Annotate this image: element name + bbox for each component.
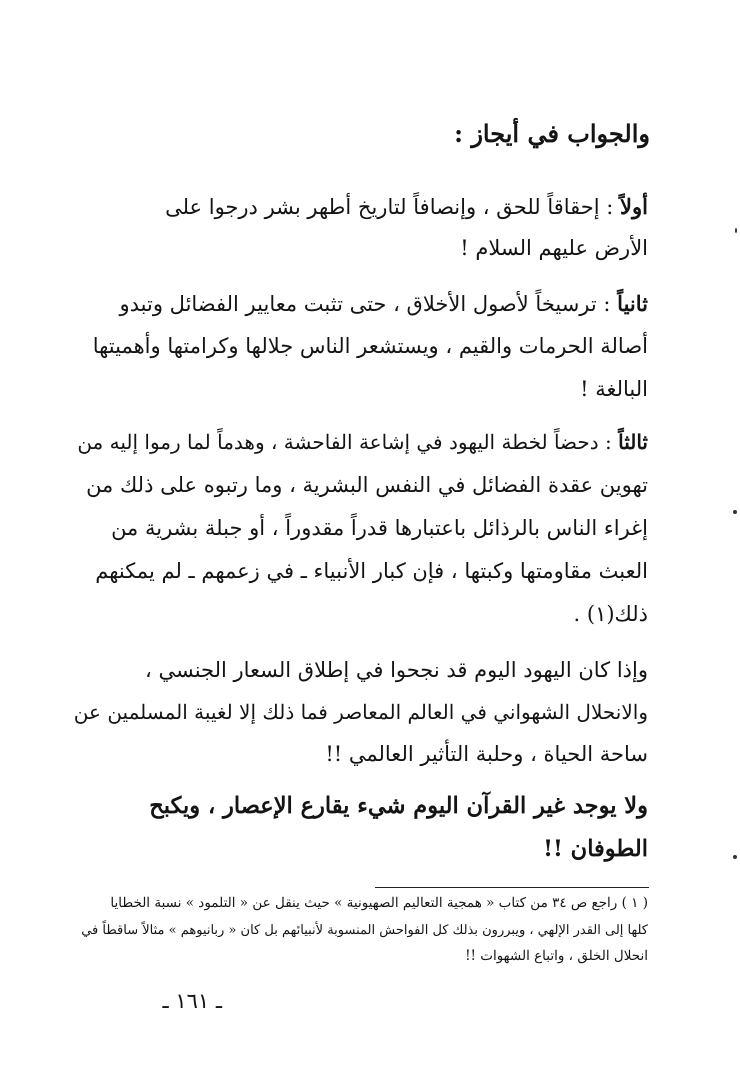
paragraph-third-line-5: ذلك(١) . bbox=[573, 602, 648, 626]
footnote-line-1: ( ١ ) راجع ص ٣٤ من كتاب « همجية التعاليم الصهيونية » حيث ينقل عن « التلمود » نسبة الخطايا bbox=[110, 895, 648, 911]
paragraph-third-line-3: إغراء الناس بالرذائل باعتبارها قدراً مقدوراً ، أو جبلة بشرية من bbox=[111, 516, 648, 540]
paragraph-fourth-line-2: والانحلال الشهواني في العالم المعاصر فما ذلك إلا لغيبة المسلمين عن bbox=[73, 700, 648, 724]
paragraph-third-line-2: تهوين عقدة الفضائل في النفس البشرية ، وما رتبوه على ذلك من bbox=[86, 473, 648, 497]
paragraph-second-line-1 bbox=[120, 293, 649, 315]
scan-speck bbox=[735, 228, 737, 233]
footnote-divider bbox=[375, 887, 649, 888]
paragraph-fourth-line-1: وإذا كان اليهود اليوم قد نجحوا في إطلاق السعار الجنسي ، bbox=[145, 658, 648, 682]
paragraph-second-text-1: : ترسيخاً لأصول الأخلاق ، حتى تثبت معايير الفضائل وتبدو bbox=[119, 292, 618, 316]
page-number: ـ ١٦١ ـ bbox=[162, 989, 222, 1013]
paragraph-first-line-1 bbox=[165, 196, 648, 218]
paragraph-third-line-4: العبث مقاومتها وكبتها ، فإن كبار الأنبياء ـ في زعمهم ـ لم يمكنهم bbox=[95, 559, 648, 583]
scan-speck bbox=[733, 510, 737, 514]
paragraph-fifth-line-2: الطوفان !! bbox=[543, 836, 648, 862]
paragraph-fourth-line-3: ساحة الحياة ، وحلبة التأثير العالمي !! bbox=[325, 742, 648, 766]
section-heading: والجواب في أيجاز : bbox=[454, 119, 650, 148]
paragraph-third-label: ثالثاً bbox=[618, 430, 648, 454]
paragraph-second-line-3: البالغة ! bbox=[580, 377, 648, 401]
paragraph-first-text-1: : إحقاقاً للحق ، وإنصافاً لتاريخ أطهر بشر درجوا على bbox=[165, 195, 621, 219]
scan-speck bbox=[733, 855, 737, 859]
paragraph-third-text-1: : دحضاً لخطة اليهود في إشاعة الفاحشة ، وهدماً لما رموا إليه من bbox=[77, 430, 619, 454]
paragraph-fifth-line-1: ولا يوجد غير القرآن اليوم شيء يقارع الإعصار ، ويكبح bbox=[149, 793, 648, 819]
paragraph-first-label: أولاً bbox=[620, 194, 648, 219]
footnote-line-3: انحلال الخلق ، واتباع الشهوات !! bbox=[465, 948, 648, 964]
paragraph-second-line-2: أصالة الحرمات والقيم ، ويستشعر الناس جلالها وكرامتها وأهميتها bbox=[92, 334, 648, 358]
paragraph-first-line-2: الأرض عليهم السلام ! bbox=[460, 236, 648, 260]
footnote-line-2: كلها إلى القدر الإلهي ، ويبررون بذلك كل الفواحش المنسوبة لأنبيائهم بل كان « ربانيوهم » مثالاً ساقطاً في bbox=[81, 923, 648, 938]
paragraph-second-label: ثانياً bbox=[617, 291, 648, 316]
paragraph-third-line-1 bbox=[77, 432, 648, 452]
